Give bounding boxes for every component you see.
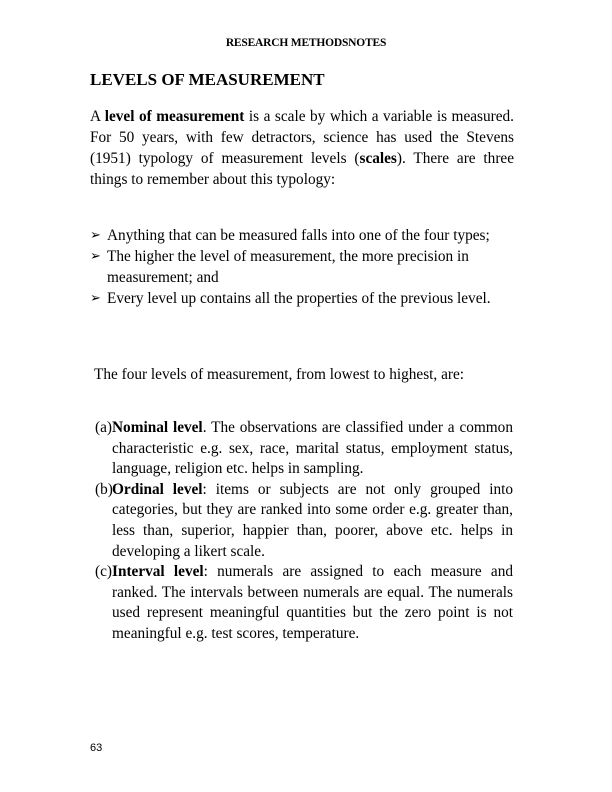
intro-term-level-of-measurement: level of measurement <box>104 108 245 125</box>
level-item-nominal <box>95 418 513 480</box>
bullet-list <box>90 225 522 309</box>
level-item-interval <box>95 562 513 644</box>
intro-text-2: is a scale by which a variable is measured. For 50 years, with few detractors, science has used the Stevens (1951) typology of measurement levels ( <box>90 108 514 167</box>
level-description: : numerals are assigned to each measure and ranked. The intervals between numerals are equal. The numerals used represent meaningful quantities but the zero point is not meaningful e.g. test scores, temperature. <box>112 563 513 642</box>
bullet-text: Anything that can be measured falls into one of the four types; <box>107 227 490 244</box>
intro-text-3: ). There are three things to remember about this typology: <box>90 150 514 188</box>
levels-intro-paragraph: The four levels of measurement, from lowest to highest, are: <box>94 366 464 383</box>
running-head: RESEARCH METHODSNOTES <box>225 37 387 49</box>
level-description: : items or subjects are not only grouped into categories, but they are ranked into some order e.g. greater than, less than, superior, happier than, poorer, above etc. helps in developing a likert scale. <box>112 480 513 560</box>
level-marker: (b) <box>95 480 113 498</box>
bullet-item <box>90 225 522 246</box>
intro-text-1: A <box>90 108 105 125</box>
level-term: Interval level <box>112 563 204 581</box>
bullet-item <box>90 288 522 309</box>
intro-term-scales: scales <box>359 150 397 167</box>
arrow-bullet-icon: ➢ <box>90 228 101 243</box>
level-term: Ordinal level <box>112 480 203 498</box>
section-title: LEVELS OF MEASUREMENT <box>90 70 325 89</box>
bullet-text: Every level up contains all the properties of the previous level. <box>107 290 491 307</box>
intro-paragraph <box>90 106 514 190</box>
level-marker: (a) <box>95 419 112 436</box>
level-description: . The observations are classified under a common characteristic e.g. sex, race, marital status, employment status, language, religion etc. helps in sampling. <box>112 419 513 478</box>
level-item-ordinal <box>95 480 513 562</box>
level-term: Nominal level <box>112 419 203 436</box>
page-number: 63 <box>90 742 103 754</box>
arrow-bullet-icon: ➢ <box>90 291 101 306</box>
levels-list <box>95 418 513 645</box>
bullet-item <box>90 246 522 288</box>
level-marker: (c) <box>95 563 112 581</box>
bullet-text: The higher the level of measurement, the more precision in measurement; and <box>107 248 469 286</box>
arrow-bullet-icon: ➢ <box>90 249 101 264</box>
